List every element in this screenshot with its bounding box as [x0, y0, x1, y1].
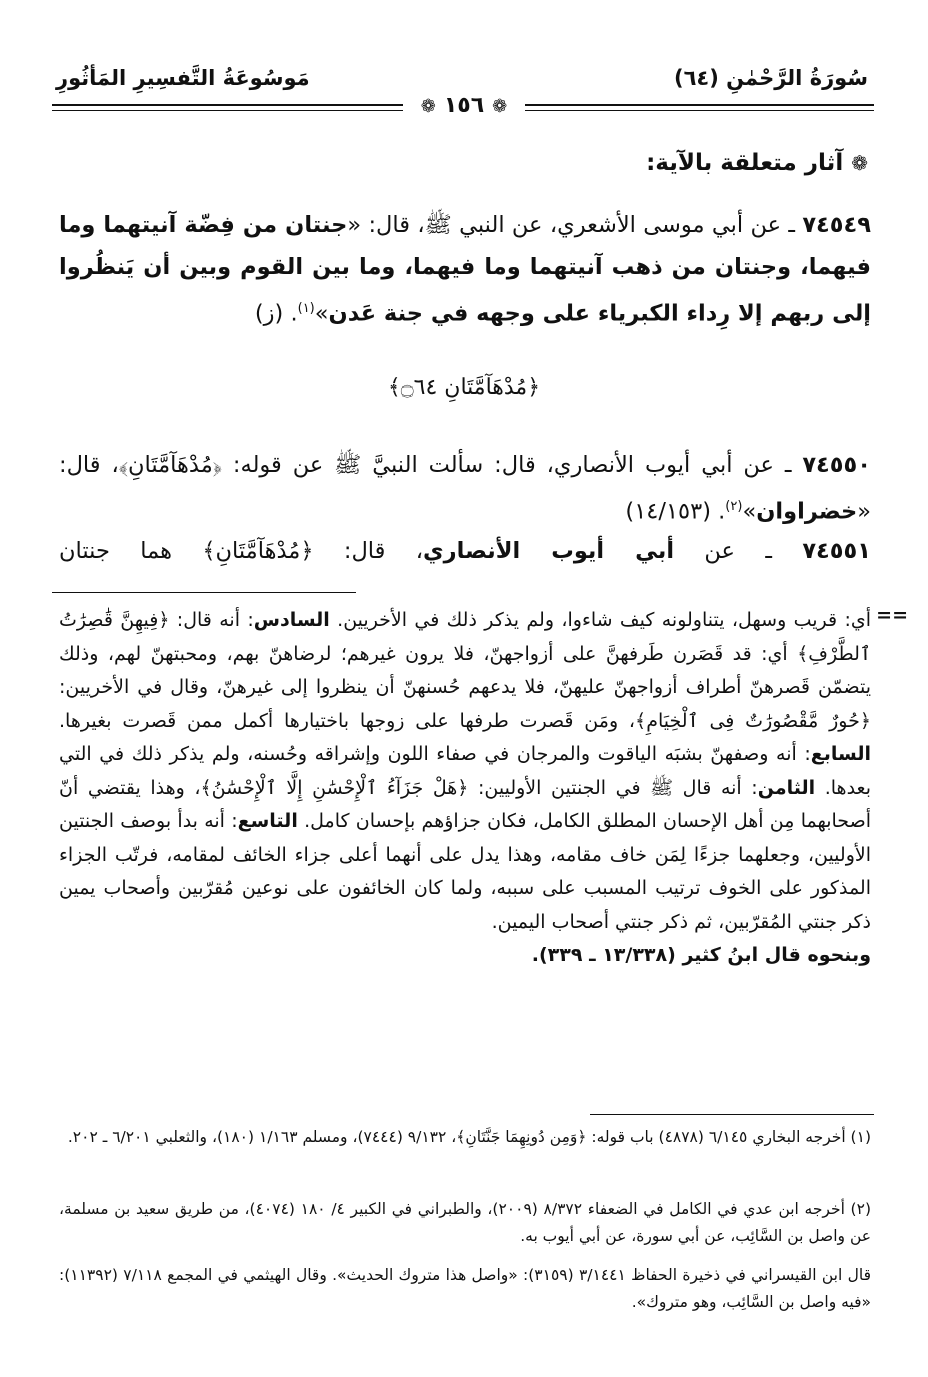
notes-separator: [52, 592, 356, 593]
commentary-text: : أنه قال: ﴿فِيهِنَّ قَٰصِرَٰتُ ٱلطَّرْفِ﴾ أي: قد قَصَرن طَرفهنَّ على أزواجهنّ، فلا يرون غيرهم؛ لرضاهنّ بهم، ومحبتهنّ لهم، وذلك يتضمّن قَصرهنّ أطراف أزواجهنّ عليهنّ، فلا يدعهم حُسنهنّ أن ينظروا إلى غيرهنّ، وقال في الأخريين: ﴿حُورٌ مَّقْصُورَٰتٌ فِى ٱلْخِيَامِ﴾، ومَن قَصرت طرفها على زوجها باختيارها أكمل ممن قَصرت بغيرها.: [59, 609, 871, 732]
athar-quote-close: »: [742, 498, 757, 525]
surah-header: [674, 66, 868, 90]
footnote-ref: (٢): [725, 499, 743, 514]
commentary-text: أي: قريب وسهل، يتناولونه كيف شاءوا، ولم يذكر ذلك في الأخريين.: [329, 609, 872, 631]
section-title-text: آثار متعلقة بالآية:: [646, 150, 844, 176]
commentary-text: : أنه بدأ بوصف الجنتين الأوليين، وجعلهما جزءًا لِمَن خاف مقامه، وهذا يدل على أنهما أعلى جزاء الخائف لمقامه، فرتّب الجزاء المذكور على الخوف ترتيب المسبب على سببه، ولما كان الخائفون على نوعين مُقرّبين وأصحاب يمين ذكر جنتي المُقرّبين، ثم ذكر جنتي أصحاب اليمين.: [59, 810, 871, 933]
commentary-heading: السادس: [253, 609, 330, 631]
footnote-2: (٢) أخرجه ابن عدي في الكامل في الضعفاء ٨/٣٧٢ (٢٠٠٩)، والطبراني في الكبير ٤/ ١٨٠ (٤٠٧٤)، من طريق سعيد بن مسلمة، عن واصل بن السَّائِب، عن أبي سورة، عن أبي أيوب به.: [59, 1200, 871, 1245]
page-number-box: [0, 93, 928, 118]
surah-number: (٦٤): [673, 66, 719, 90]
footnote-2-cont: قال ابن القيسراني في ذخيرة الحفاظ ٣/١٤٤١ (٣١٥٩): «واصل هذا متروك الحديث». وقال الهيثمي في المجمع ٧/١١٨ (١١٣٩٢): «فيه واصل بن السَّائِب، وهو متروك».: [59, 1266, 871, 1311]
continuation-mark: ==: [876, 604, 908, 626]
athar-answer: خضراوان: [756, 498, 858, 525]
commentary-text: : أنه قال ﷺ في الجنتين الأوليين: ﴿هَلْ جَزَآءُ ٱلْإِحْسَٰنِ إِلَّا ٱلْإِحْسَٰنُ﴾، وهذا يقتضي أنّ أصحابهما مِن أهل الإحسان المطلق الكامل، فكان جزاؤهم بإحسان كامل.: [59, 776, 871, 832]
athar-tail: . (ز): [254, 300, 298, 327]
surah-name: سُورَةُ الرَّحْمٰنِ: [726, 66, 868, 90]
athar-hadith: جنتان من فِضّة آنيتهما وما فيهما، وجنتان من ذهب آنيتهما وما فيهما، وما بين القوم وبين أن يَنظُروا إلى ربهم إلا رِداء الكبرياء على وجهه في جنة عَدن: [59, 212, 871, 327]
footnote-ref: (١): [297, 301, 315, 316]
book-title: مَوسُوعَةُ التَّفسِيرِ المَأثُورِ: [56, 66, 310, 90]
footnote-separator: [590, 1114, 874, 1115]
commentary: [59, 604, 871, 973]
commentary-heading: السابع: [810, 743, 871, 765]
athar-quote-close: »: [314, 300, 329, 327]
athar-text: ـ عن: [674, 538, 803, 564]
closing-text: وبنحوه قال: [758, 944, 871, 966]
commentary-heading: التاسع: [237, 810, 298, 832]
ornament-icon: ❁: [420, 96, 436, 117]
athar-number: ٧٤٥٥٠: [802, 452, 871, 478]
verse-heading: ﴿مُدْهَآمَّتَانِ ۝٦٤﴾: [387, 375, 541, 400]
athar-text: ـ عن أبي أيوب الأنصاري، قال: سألت النبيَّ ﷺ عن قوله: ﴿مُدْهَآمَّتَانِ﴾، قال: «: [59, 452, 871, 525]
athar-74550: [59, 444, 871, 533]
ornament-icon: ❁: [492, 96, 508, 117]
athar-text-rest: ، قال: ﴿مُدْهَآمَّتَانِ﴾ هما جنتان: [59, 538, 424, 564]
closing-author: ابنُ كثير: [682, 944, 759, 966]
athar-74551: [59, 530, 871, 572]
commentary-text: : أنه وصفهنّ بشبَه الياقوت والمرجان في صفاء اللون وإشراقه وحُسنه، ولم يذكر ذلك في التي بعدها.: [59, 743, 871, 799]
commentary-heading: الثامن: [757, 776, 816, 799]
athar-74549: [59, 204, 871, 335]
page-number: ١٥٦: [443, 93, 485, 118]
footnote-1: (١) أخرجه البخاري ٦/١٤٥ (٤٨٧٨) باب قوله: ﴿وَمِن دُونِهِمَا جَنَّتَانِ﴾، ٩/١٣٢ (٧٤٤٤)، ومسلم ١/١٦٣ (١٨٠)، والثعلبي ٦/٢٠١ ـ ٢٠٢.: [67, 1128, 871, 1146]
closing-ref: (١٣/٣٣٨ ـ ٣٣٩).: [531, 944, 683, 966]
athar-narrator: أبي أيوب الأنصاري: [423, 538, 675, 564]
athar-number: ٧٤٥٤٩: [802, 212, 871, 238]
commentary-closing: [59, 939, 871, 973]
athar-text: ـ عن أبي موسى الأشعري، عن النبي ﷺ، قال: «: [347, 212, 803, 238]
athar-tail: . (١٤/١٥٣): [625, 498, 726, 525]
athar-number: ٧٤٥٥١: [802, 538, 871, 564]
flower-icon: ❁: [851, 151, 868, 175]
section-title: [646, 150, 868, 176]
